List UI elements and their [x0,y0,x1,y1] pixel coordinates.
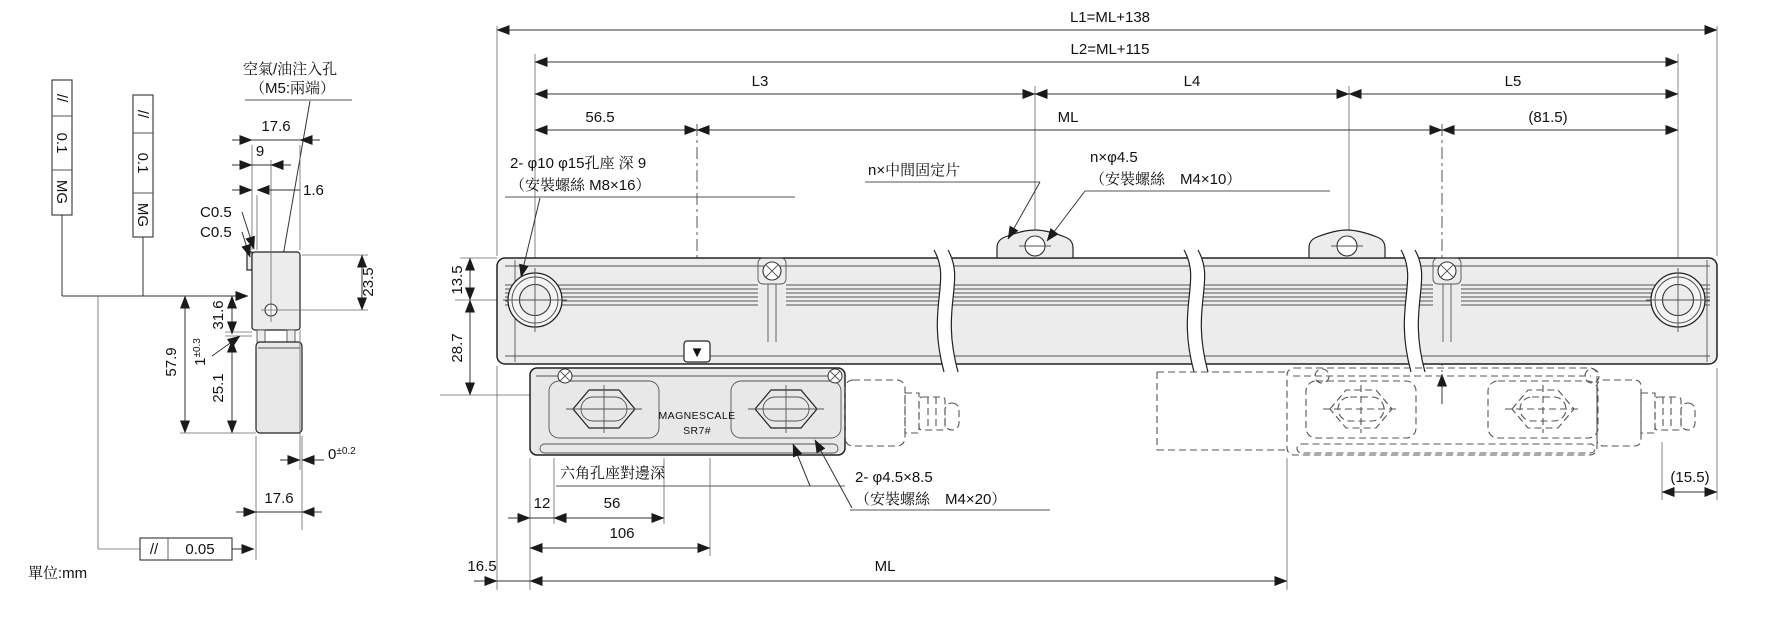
dim-depth: 23.5 [360,267,377,297]
gdt2-tolerance: 0.1 [134,152,151,174]
brand-model: SR7# [683,425,711,437]
callout-clamp-hole-2: （安裝螺絲 M4×10） [1090,171,1242,188]
gdt1-symbol: // [53,93,70,103]
reading-head [530,368,845,455]
dim-l4: L4 [1183,73,1201,90]
gdt3-tolerance: 0.05 [185,541,215,558]
gdt-frame-2 [133,95,153,237]
cable-connector-dashed [845,380,959,446]
gdt-frame-3 [140,538,254,560]
gdt2-symbol: // [134,109,151,119]
callout-head-screw-2: （安裝螺絲 M4×20） [855,491,1007,508]
callout-clamp-hole-1: n×φ4.5 [1090,149,1138,166]
dim-ml-bottom: ML [874,558,896,575]
dim-l1: L1=ML+138 [1069,9,1151,26]
gdt2-datum: MG [134,202,151,228]
dim-step: $1^{\pm 0.3}$ [192,338,209,366]
side-view [52,60,377,560]
dim-81-5: (81.5) [1528,109,1568,126]
side-dimensions [163,118,377,560]
dim-chamfer-2: C0.5 [200,224,232,241]
dim-13-5: 13.5 [449,265,466,295]
gdt-frame-1 [52,80,72,215]
dim-lower-height: 25.1 [210,373,227,403]
mid-clamp-1 [997,230,1073,258]
callout-counterbore-1: 2- φ10 φ15孔座 深 9 [510,155,647,172]
unit-note: 單位:mm [28,565,88,582]
ref-mark-glyph: ▼ [689,344,705,361]
gdt1-datum: MG [53,179,70,205]
gdt3-symbol: // [149,541,159,558]
callout-air-oil-2: （M5:兩端） [250,80,336,97]
callout-mid-clamp: n×中間固定片 [868,162,961,179]
dim-total-height: 57.9 [163,347,180,377]
dim-bottom-width: 17.6 [264,490,294,507]
dim-106: 106 [609,525,635,542]
dim-upper-height: 31.6 [210,300,227,330]
dim-flush: $0^{\pm 0.2}$ [328,446,356,463]
dim-12: 12 [533,495,551,512]
brand-name: MAGNESCALE [658,410,736,422]
dim-56: 56 [603,495,621,512]
height-dimensions [449,258,470,395]
dim-56-5: 56.5 [585,109,615,126]
dim-l3: L3 [751,73,769,90]
dim-top-width: 17.6 [261,118,291,135]
dim-28-7: 28.7 [449,333,466,363]
callout-hex-socket: 六角孔座對邊深 [560,465,666,482]
main-view [440,9,1717,590]
top-dimensions [497,9,1717,130]
mid-clamp-2 [1309,230,1385,258]
dim-edge: 1.6 [303,182,324,199]
callout-air-oil-1: 空氣/油注入孔 [243,61,338,78]
dim-chamfer-1: C0.5 [200,204,232,221]
dim-hole-offset: 9 [255,143,265,160]
scale-body [497,258,1717,364]
dim-ml-top: ML [1057,109,1079,126]
phantom-head [1157,368,1695,455]
dim-16-5: 16.5 [467,558,497,575]
dim-15-5: (15.5) [1670,469,1710,486]
gdt1-tolerance: 0.1 [53,132,70,154]
callout-head-screw-1: 2- φ4.5×8.5 [855,469,933,486]
dim-l2: L2=ML+115 [1070,41,1150,58]
dim-l5: L5 [1504,73,1522,90]
callout-counterbore-2: （安裝螺絲 M8×16） [510,177,651,194]
